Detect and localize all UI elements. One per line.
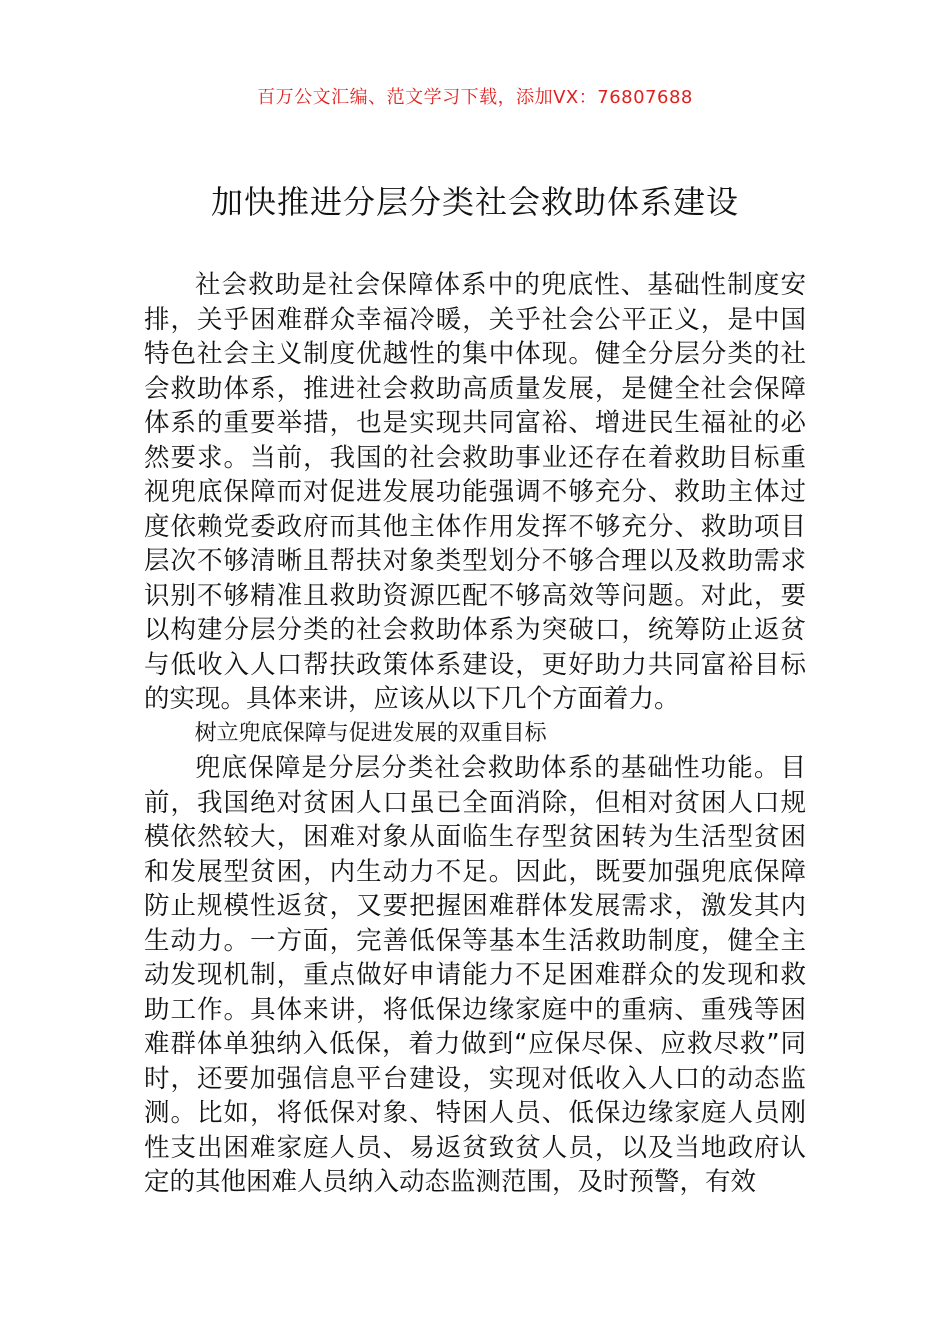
watermark-text: 百万公文汇编、范文学习下载，添加VX：76807688 [257,87,693,108]
document-body [144,268,806,1200]
document-title: 加快推进分层分类社会救助体系建设 [210,183,739,221]
section-heading: 树立兜底保障与促进发展的双重目标 [194,720,547,746]
paragraph-section-1: 兜底保障是分层分类社会救助体系的基础性功能。目前，我国绝对贫困人口虽已全面消除，但相对贫困人口规模依然较大，困难对象从面临生存型贫困转为生活型贫困和发展型贫困，内生动力不足。因此，既要加强兜底保障防止规模性返贫，又要把握困难群体发展需求，激发其内生动力。一方面，完善低保等基本生活救助制度，健全主动发现机制，重点做好申请能力不足困难群众的发现和救助工作。具体来讲，将低保边缘家庭中的重病、重残等困难群体单独纳入低保，着力做到“应保尽保、应救尽救”同时，还要加强信息平台建设，实现对低收入人口的动态监测。比如，将低保对象、特困人员、低保边缘家庭人员刚性支出困难家庭人员、易返贫致贫人员，以及当地政府认定的其他困难人员纳入动态监测范围，及时预警，有效 [144,753,806,1197]
paragraph-intro: 社会救助是社会保障体系中的兜底性、基础性制度安排，关乎困难群众幸福冷暖，关乎社会公平正义，是中国特色社会主义制度优越性的集中体现。健全分层分类的社会救助体系，推进社会救助高质量发展，是健全社会保障体系的重要举措，也是实现共同富裕、增进民生福祉的必然要求。当前，我国的社会救助事业还存在着救助目标重视兜底保障而对促进发展功能强调不够充分、救助主体过度依赖党委政府而其他主体作用发挥不够充分、救助项目层次不够清晰且帮扶对象类型划分不够合理以及救助需求识别不够精准且救助资源匹配不够高效等问题。对此，要以构建分层分类的社会救助体系为突破口，统筹防止返贫与低收入人口帮扶政策体系建设，更好助力共同富裕目标的实现。具体来讲，应该从以下几个方面着力。 [144,270,806,714]
